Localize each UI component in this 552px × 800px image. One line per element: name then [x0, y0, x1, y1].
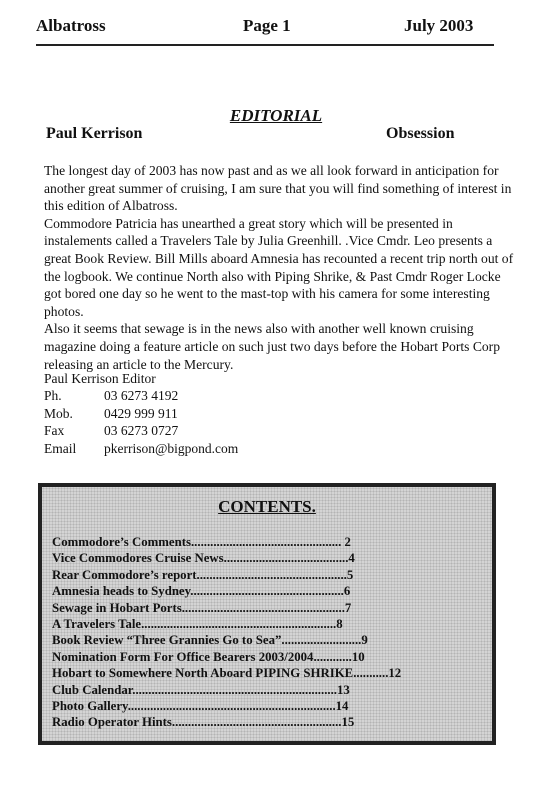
page-header — [36, 16, 496, 38]
contents-item: Vice Commodores Cruise News.......................................4 — [52, 551, 355, 566]
contact-label: Ph. — [44, 388, 62, 404]
editorial-paragraph: Commodore Patricia has unearthed a great story which will be presented in instalements called a Travelers Tale by Julia Greenhill. .Vice Cmdr. Leo presents a great Book Review. Bill Mills aboard Amnesia has recounted a recent trip north out of the logbook. We continue North also with Piping Shrike, & Past Cmdr Roger Locke got bored one day so he went to the mast-top with his camera for some interesting photos. — [44, 215, 514, 319]
contents-item: Commodore’s Comments............................................... 2 — [52, 535, 351, 549]
issue-date: July 2003 — [404, 16, 474, 35]
editorial-body — [44, 162, 514, 373]
contact-value: 03 6273 0727 — [104, 423, 179, 439]
contact-label: Mob. — [44, 405, 73, 421]
editorial-paragraph: Also it seems that sewage is in the news also with another well known cruising magazine doing a feature article on such just two days before the Hobart Ports Corp releasing an article to the Mercury. — [44, 321, 501, 372]
contact-row — [44, 440, 238, 457]
contact-label: Fax — [44, 423, 65, 439]
contents-item: Rear Commodore’s report...............................................5 — [52, 567, 354, 582]
editor-contact — [44, 370, 238, 457]
contents-item: Club Calendar................................................................13 — [52, 682, 350, 697]
contents-item: Sewage in Hobart Ports...................................................7 — [52, 600, 352, 615]
editorial-paragraph: The longest day of 2003 has now past and as we all look forward in anticipation for another great summer of cruising, I am sure that you will find something of interest in this edition of Albatross. — [44, 163, 512, 214]
editorial-author: Paul Kerrison — [46, 125, 143, 142]
contact-label: Email — [44, 440, 77, 456]
contents-item: Book Review “Three Grannies Go to Sea”.........................9 — [52, 633, 368, 648]
contact-value: 0429 999 911 — [104, 405, 178, 421]
editorial-title: EDITORIAL — [229, 106, 323, 125]
contents-box — [38, 483, 496, 745]
contents-item: Hobart to Somewhere North Aboard PIPING SHRIKE...........12 — [52, 666, 402, 681]
contents-item: Nomination Form For Office Bearers 2003/2004............10 — [52, 649, 365, 664]
contents-item: Radio Operator Hints.....................................................15 — [52, 715, 355, 730]
editor-signature: Paul Kerrison Editor — [44, 371, 156, 386]
contact-value: 03 6273 4192 — [104, 388, 179, 404]
contact-email: pkerrison@bigpond.com — [104, 440, 239, 456]
page-number: Page 1 — [243, 16, 291, 35]
contact-row — [44, 422, 238, 439]
header-rule — [36, 44, 494, 46]
contents-title: CONTENTS. — [218, 497, 316, 516]
editorial-subject: Obsession — [386, 125, 455, 142]
contact-row — [44, 405, 238, 422]
contents-list — [52, 534, 482, 731]
contents-item: Amnesia heads to Sydney................................................6 — [52, 584, 351, 599]
contact-row — [44, 387, 238, 404]
newsletter-name: Albatross — [36, 16, 106, 35]
contents-item: A Travelers Tale.............................................................8 — [52, 617, 343, 632]
contents-item: Photo Gallery.................................................................14 — [52, 699, 349, 714]
